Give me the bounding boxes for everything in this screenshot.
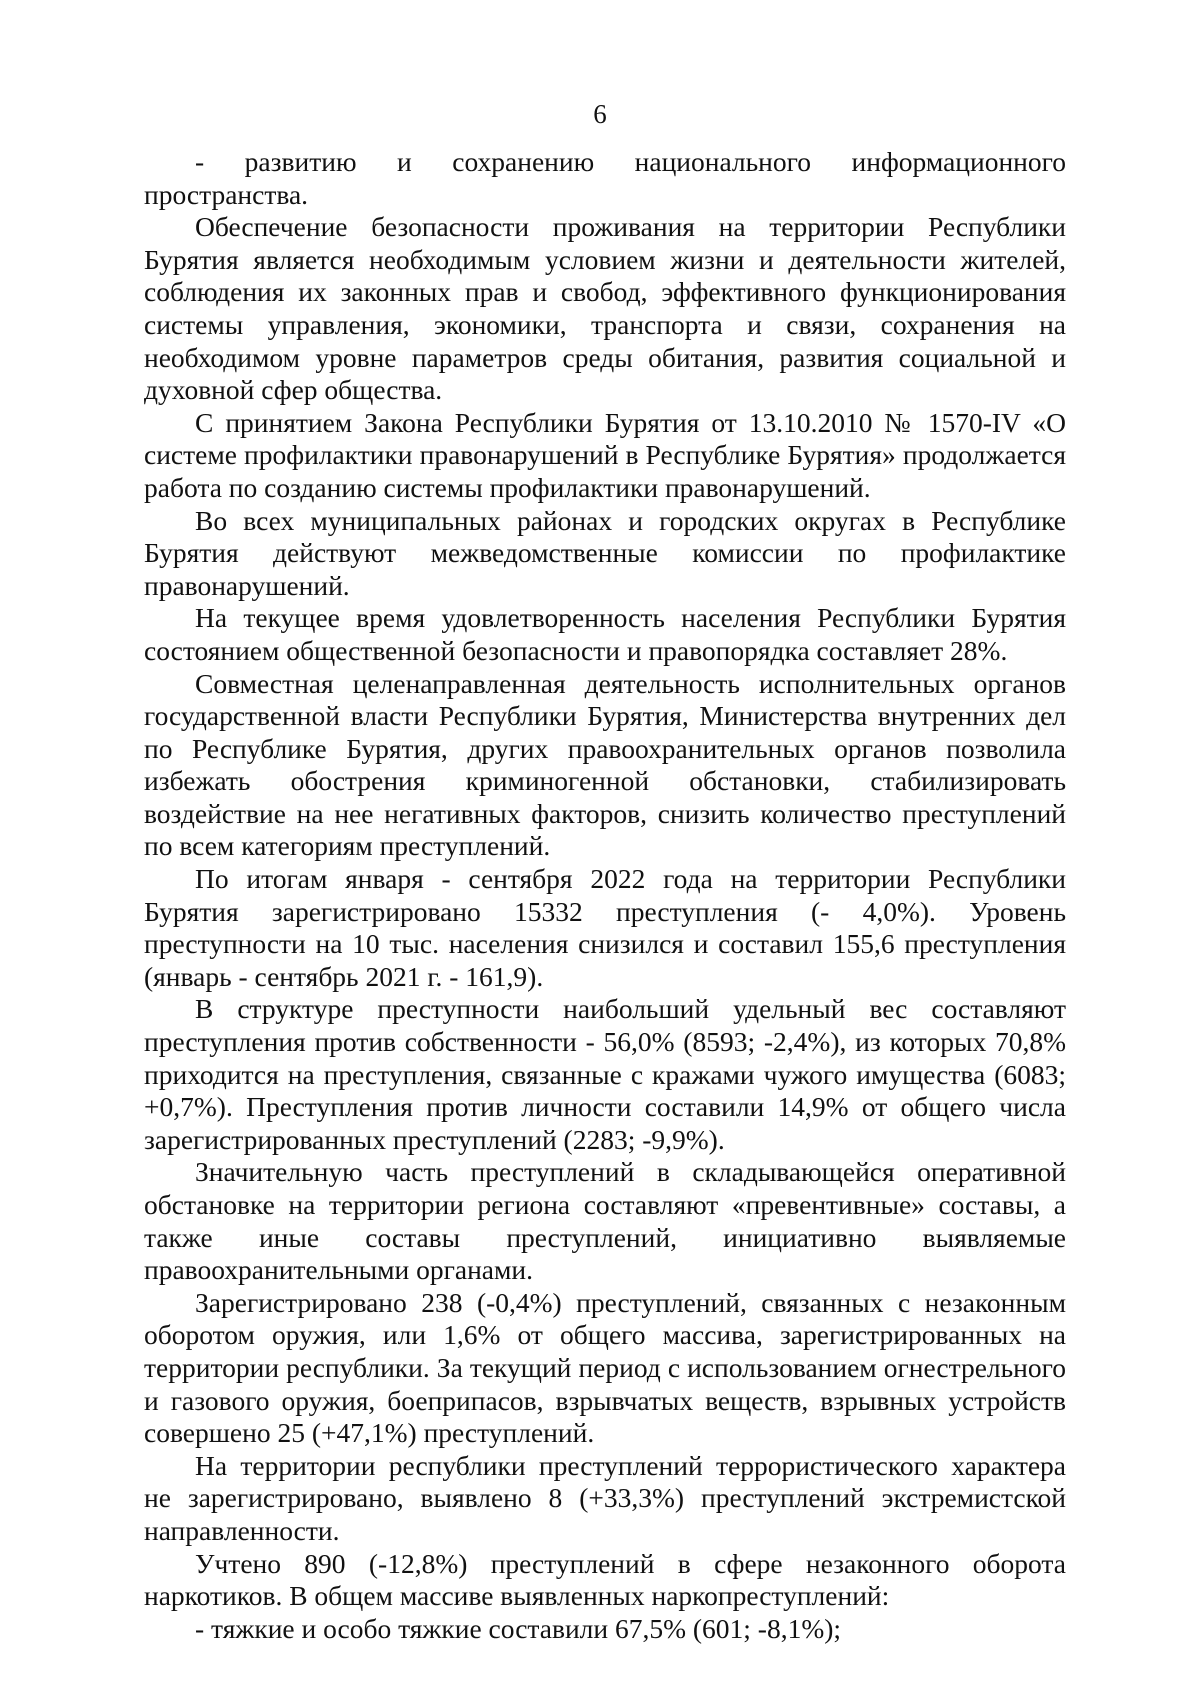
paragraph-crime-totals: По итогам января - сентября 2022 года на территории Республики Бурятия зарегистрировано 15332 преступления (- 4,0%). Уровень преступности на 10 тыс. населения снизился и составил 155,6 преступления (январь - сентябрь 2021 г. - 161,9).	[144, 863, 1066, 992]
paragraph-weapons-crimes: Зарегистрировано 238 (-0,4%) преступлений, связанных с незаконным оборотом оружия, или 1,6% от общего массива, зарегистрированных на территории республики. За текущий период с использованием огнестрельного и газового оружия, боеприпасов, взрывчатых веществ, взрывных устройств совершено 25 (+47,1%) преступлений.	[144, 1286, 1066, 1449]
paragraph-grave-crimes: - тяжкие и особо тяжкие составили 67,5% (601; -8,1%);	[195, 1612, 842, 1644]
paragraph-info-space: - развитию и сохранению национального информационного пространства.	[144, 146, 1066, 210]
paragraph-commissions: Во всех муниципальных районах и городских округах в Республике Бурятия действуют межведомственные комиссии по профилактике правонарушений.	[144, 504, 1066, 601]
paragraph-terrorism-extremism: На территории республики преступлений террористического характера не зарегистрировано, выявлено 8 (+33,3%) преступлений экстремистской направленности.	[144, 1449, 1066, 1546]
paragraph-preventive-offenses: Значительную часть преступлений в складывающейся оперативной обстановке на территории региона составляют «превентивные» составы, а также иные составы преступлений, инициативно выявляемые правоохранительными органами.	[144, 1156, 1066, 1286]
page-number: 6	[593, 99, 607, 129]
paragraph-crime-structure: В структуре преступности наибольший удельный вес составляют преступления против собственности - 56,0% (8593; -2,4%), из которых 70,8% приходится на преступления, связанные с кражами чужого имущества (6083; +0,7%). Преступления против личности составили 14,9% от общего числа зарегистрированных преступлений (2283; -9,9%).	[144, 993, 1066, 1155]
paragraph-satisfaction: На текущее время удовлетворенность населения Республики Бурятия состоянием общественной безопасности и правопорядка составляет 28%.	[144, 602, 1066, 666]
paragraph-drug-crimes: Учтено 890 (-12,8%) преступлений в сфере незаконного оборота наркотиков. В общем массиве выявленных наркопреступлений:	[144, 1547, 1066, 1612]
paragraph-prevention-law: С принятием Закона Республики Бурятия от 13.10.2010 № 1570-IV «О системе профилактики правонарушений в Республике Бурятия» продолжается работа по созданию системы профилактики правонарушений.	[144, 406, 1066, 503]
paragraph-joint-activity: Совместная целенаправленная деятельность исполнительных органов государственной власти Республики Бурятия, Министерства внутренних дел по Республике Бурятия, других правоохранительных органов позволила избежать обострения криминогенной обстановки, стабилизировать воздействие на нее негативных факторов, снизить количество преступлений по всем категориям преступлений.	[144, 667, 1066, 862]
document-body	[144, 146, 1066, 1645]
paragraph-security-conditions: Обеспечение безопасности проживания на территории Республики Бурятия является необходимым условием жизни и деятельности жителей, соблюдения их законных прав и свобод, эффективного функционирования системы управления, экономики, транспорта и связи, сохранения на необходимом уровне параметров среды обитания, развития социальной и духовной сфер общества.	[144, 211, 1066, 406]
